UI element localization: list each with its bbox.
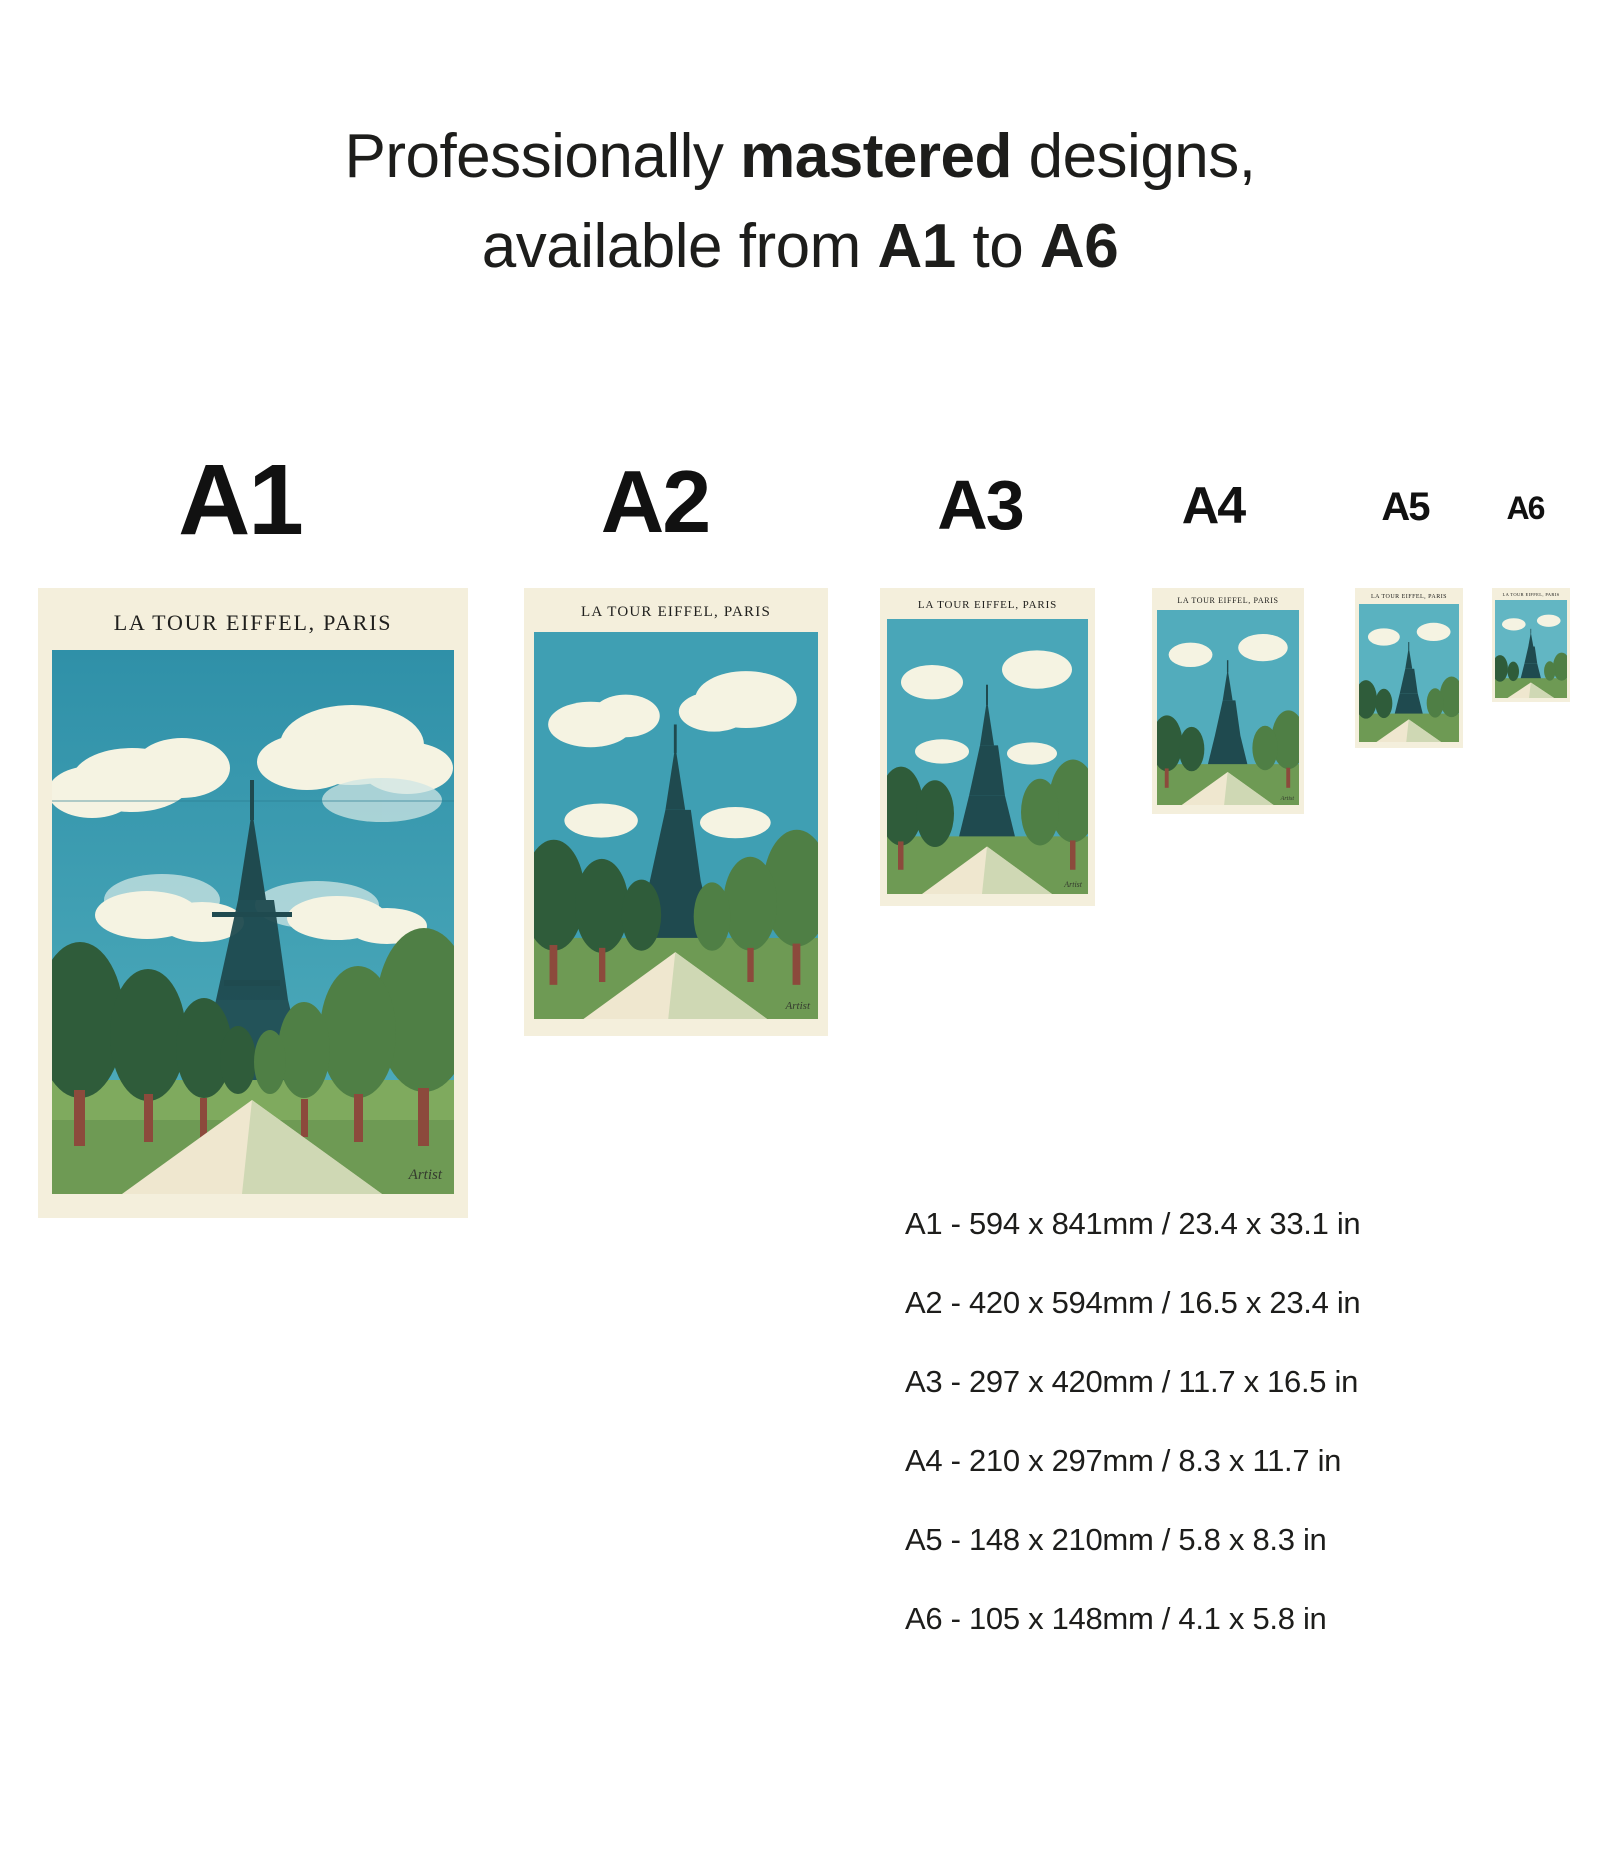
headline-line1-post: designs, (1011, 122, 1256, 191)
dimension-row-a5: A5 - 148 x 210mm / 5.8 x 8.3 in (905, 1522, 1327, 1557)
eiffel-scene-illustration (1495, 600, 1567, 698)
headline-line2-mid: to (955, 211, 1040, 281)
poster-preview-a6[interactable] (1492, 588, 1570, 702)
poster-preview-a2[interactable] (524, 588, 828, 1036)
artist-signature: Artist (1064, 880, 1082, 889)
page-title (0, 112, 1600, 292)
headline-line2-bold-a1: A1 (877, 211, 956, 281)
headline-line1-bold: mastered (740, 122, 1012, 191)
size-label-a6: A6 (1506, 490, 1544, 526)
dimension-row-a2: A2 - 420 x 594mm / 16.5 x 23.4 in (905, 1285, 1361, 1320)
dimension-row-a1: A1 - 594 x 841mm / 23.4 x 33.1 in (905, 1206, 1361, 1241)
poster-title: LA TOUR EIFFEL, PARIS (1502, 592, 1560, 597)
poster-title: LA TOUR EIFFEL, PARIS (1371, 594, 1447, 600)
poster-preview-a3[interactable] (880, 588, 1095, 906)
headline-line1-pre: Professionally (344, 122, 741, 191)
eiffel-scene-illustration (534, 632, 818, 1019)
eiffel-scene-illustration (1359, 604, 1459, 742)
size-label-a5: A5 (1381, 485, 1429, 529)
artist-signature: Artist (408, 1167, 442, 1183)
size-label-a3: A3 (937, 466, 1023, 544)
artist-signature: Artist (785, 1000, 810, 1012)
dimension-row-a4: A4 - 210 x 297mm / 8.3 x 11.7 in (905, 1443, 1342, 1478)
dimensions-list (905, 1208, 1545, 1682)
poster-title: LA TOUR EIFFEL, PARIS (113, 610, 393, 635)
poster-preview-a1[interactable] (38, 588, 468, 1218)
poster-title: LA TOUR EIFFEL, PARIS (581, 604, 771, 620)
poster-artwork (887, 619, 1088, 894)
poster-preview-a4[interactable] (1152, 588, 1304, 814)
headline-line-2 (0, 202, 1600, 292)
size-label-a2: A2 (600, 452, 710, 551)
size-label-a4: A4 (1181, 477, 1245, 535)
eiffel-scene-illustration (887, 619, 1088, 894)
artist-signature: Artist (1280, 796, 1294, 802)
headline-line2-bold-a6: A6 (1039, 211, 1119, 281)
poster-artwork (534, 632, 818, 1019)
dimension-row-a3: A3 - 297 x 420mm / 11.7 x 16.5 in (905, 1364, 1359, 1399)
poster-preview-a5[interactable] (1355, 588, 1463, 748)
headline-line2-pre: available from (481, 211, 878, 281)
poster-title: LA TOUR EIFFEL, PARIS (917, 599, 1058, 611)
eiffel-scene-illustration (1157, 610, 1299, 805)
poster-artwork (1359, 604, 1459, 742)
size-label-a1: A1 (178, 444, 302, 556)
poster-artwork (1495, 600, 1567, 698)
eiffel-scene-illustration (52, 650, 454, 1194)
poster-title: LA TOUR EIFFEL, PARIS (1177, 596, 1279, 605)
poster-artwork (1157, 610, 1299, 805)
dimension-row-a6: A6 - 105 x 148mm / 4.1 x 5.8 in (905, 1601, 1327, 1636)
poster-artwork (52, 650, 454, 1194)
headline-line-1 (0, 112, 1600, 202)
